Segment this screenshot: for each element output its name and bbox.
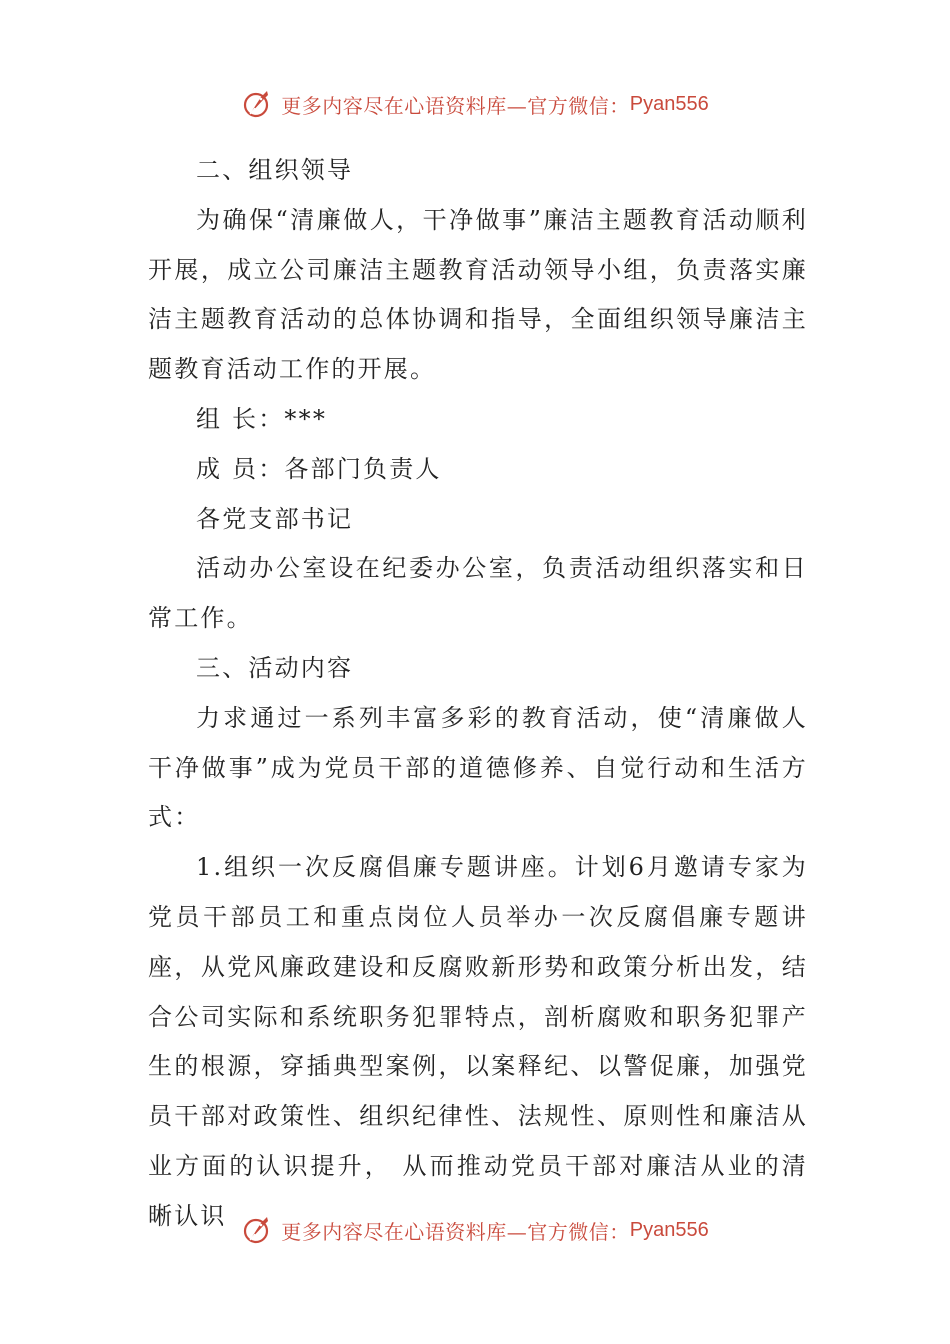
pen-nib-circle-icon: [241, 87, 275, 121]
watermark-wechat-id: Pyan556: [629, 92, 709, 115]
paragraph-activity-goal: 力求通过一系列丰富多彩的教育活动，使“清廉做人干净做事”成为党员干部的道德修养、自觉行动和生活方式：: [148, 703, 808, 832]
watermark-text: 更多内容尽在心语资料库—官方微信：: [281, 93, 630, 118]
footer-watermark: [0, 1208, 950, 1252]
header-watermark: [0, 82, 950, 126]
heading-organization: 二、组织领导: [196, 156, 354, 184]
group-members-line: 成 员：各部门负责人: [196, 454, 442, 483]
paragraph-activity-office: 活动办公室设在纪委办公室，负责活动组织落实和日常工作。: [148, 554, 808, 633]
party-branch-secretaries-line: 各党支部书记: [196, 504, 354, 533]
paragraph-item-1-lecture: 1.组织一次反腐倡廉专题讲座。计划6月邀请专家为党员干部员工和重点岗位人员举办一次反腐倡廉专题讲座，从党风廉政建设和反腐败新形势和政策分析出发，结合公司实际和系统职务犯罪特点，剖析腐败和职务犯罪产生的根源，穿插典型案例，以案释纪、以警促廉，加强党员干部对政策性、组织纪律性、法规性、原则性和廉洁从业方面的认识提升， 从而推动党员干部对廉洁从业的清晰认识: [148, 853, 808, 1230]
heading-activity-content: 三、活动内容: [196, 653, 354, 682]
paragraph-leadership-group: 为确保“清廉做人，干净做事”廉洁主题教育活动顺利开展，成立公司廉洁主题教育活动领导小组，负责落实廉洁主题教育活动的总体协调和指导，全面组织领导廉洁主题教育活动工作的开展。: [148, 205, 808, 384]
document-body: [148, 146, 808, 1242]
group-leader-line: 组 长：***: [196, 404, 328, 433]
watermark-wechat-id: Pyan556: [629, 1218, 709, 1241]
pen-nib-circle-icon: [241, 1213, 275, 1247]
watermark-text: 更多内容尽在心语资料库—官方微信：: [281, 1219, 630, 1244]
